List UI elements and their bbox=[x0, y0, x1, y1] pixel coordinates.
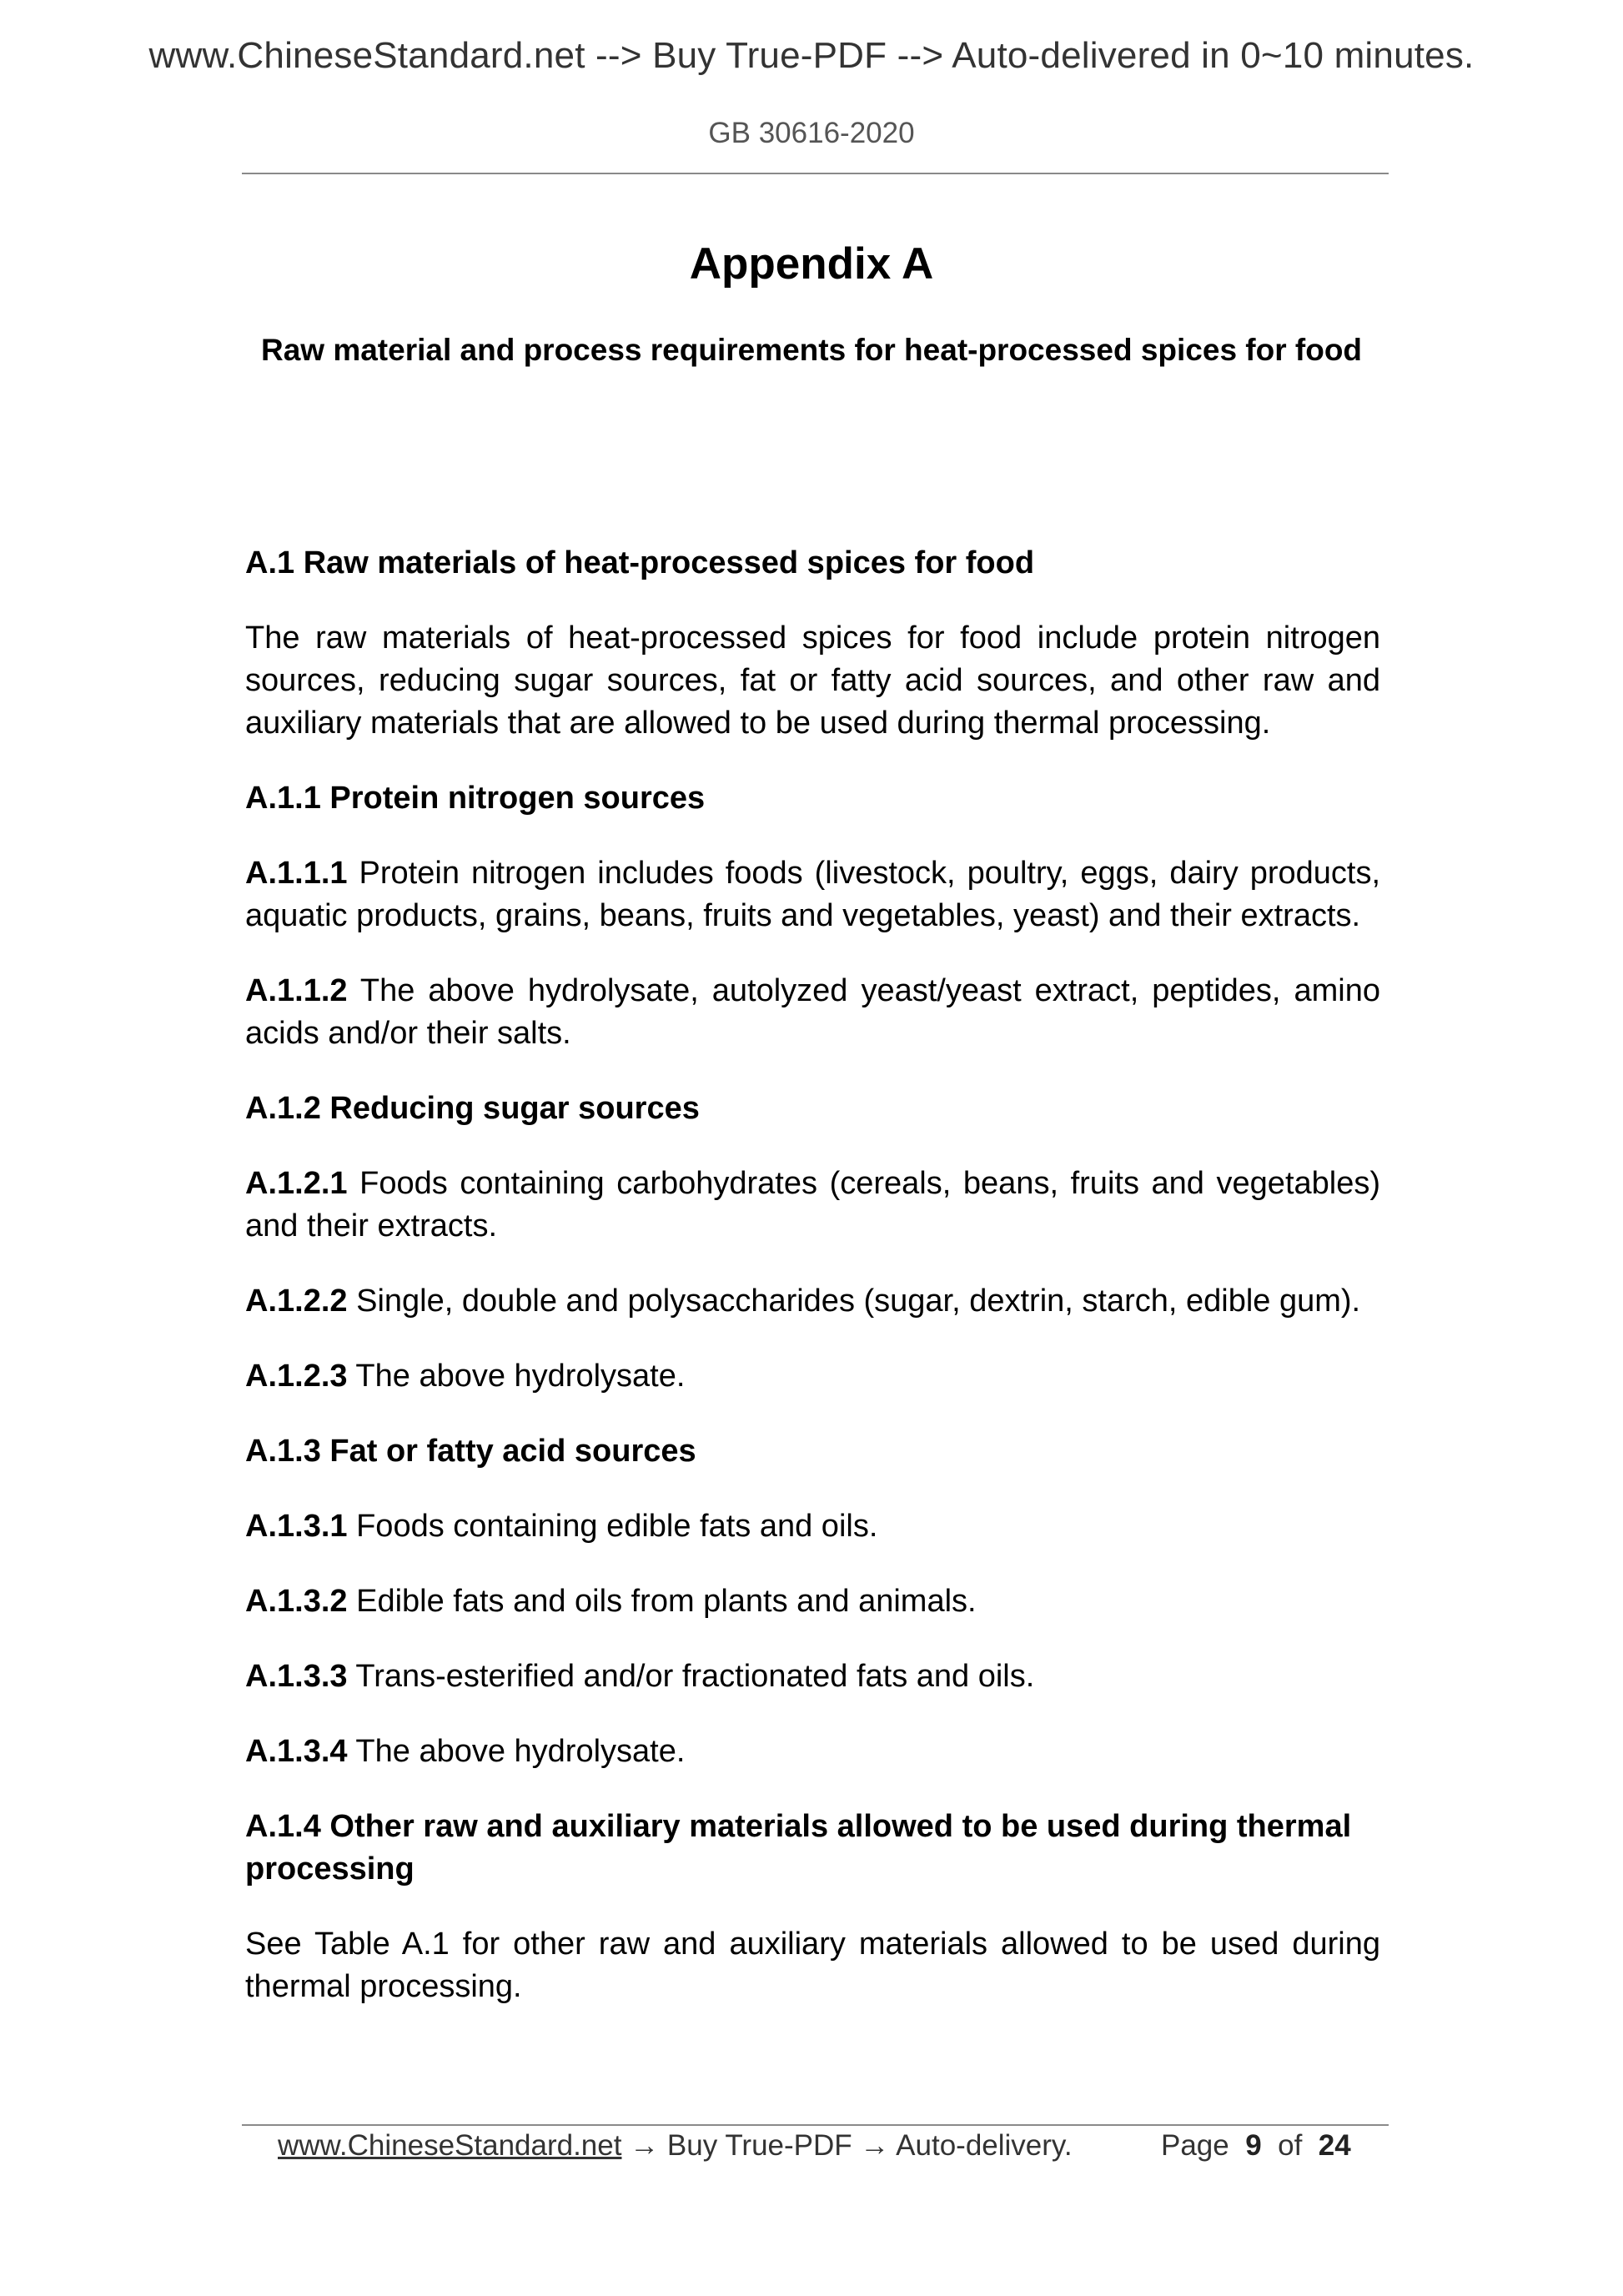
document-body bbox=[245, 542, 1380, 2008]
page-of: of bbox=[1278, 2129, 1303, 2162]
clause-a1-3-1 bbox=[245, 1505, 1380, 1548]
clause-a1-2-1 bbox=[245, 1163, 1380, 1248]
clause-a1-1-1 bbox=[245, 852, 1380, 937]
clause-number: A.1.2.2 bbox=[245, 1284, 348, 1319]
clause-text: Protein nitrogen includes foods (livestock, poultry, eggs, dairy products, aquatic products, grains, beans, fruits and vegetables, yeast) and their extracts. bbox=[245, 856, 1380, 933]
appendix-subtitle: Raw material and process requirements for heat-processed spices for food bbox=[260, 333, 1363, 367]
header-divider bbox=[242, 173, 1389, 174]
section-heading-a1-3: A.1.3 Fat or fatty acid sources bbox=[245, 1434, 696, 1469]
clause-a1-1-2 bbox=[245, 970, 1380, 1055]
page-label: Page bbox=[1161, 2129, 1229, 2162]
section-heading-a1-4: A.1.4 Other raw and auxiliary materials allowed to be used during thermal processing bbox=[245, 1809, 1352, 1887]
standard-code: GB 30616-2020 bbox=[708, 117, 915, 149]
clause-number: A.1.3.2 bbox=[245, 1584, 348, 1619]
clause-a1-3-2 bbox=[245, 1580, 1380, 1623]
clause-number: A.1.2.3 bbox=[245, 1359, 348, 1394]
clause-number: A.1.2.1 bbox=[245, 1166, 348, 1201]
clause-text: Edible fats and oils from plants and animals. bbox=[356, 1584, 977, 1619]
clause-a1-3-4 bbox=[245, 1731, 1380, 1773]
clause-text: Trans-esterified and/or fractionated fats and oils. bbox=[355, 1659, 1035, 1694]
clause-a1-2-2 bbox=[245, 1280, 1380, 1323]
page-indicator bbox=[1161, 2129, 1351, 2163]
clause-text: The above hydrolysate. bbox=[355, 1734, 686, 1769]
clause-number: A.1.3.1 bbox=[245, 1509, 348, 1544]
footer-delivery-text: → Buy True-PDF → Auto-delivery. bbox=[630, 2129, 1073, 2162]
top-banner: www.ChineseStandard.net --> Buy True-PDF --> Auto-delivered in 0~10 minutes. bbox=[148, 35, 1475, 76]
page-current: 9 bbox=[1245, 2129, 1262, 2162]
clause-text: The above hydrolysate. bbox=[355, 1359, 686, 1394]
clause-a1-2-3 bbox=[245, 1355, 1380, 1398]
clause-number: A.1.1.1 bbox=[245, 856, 348, 891]
section-text-a1-4: See Table A.1 for other raw and auxiliary materials allowed to be used during thermal processing. bbox=[245, 1927, 1380, 2004]
appendix-title: Appendix A bbox=[689, 239, 934, 289]
clause-text: The above hydrolysate, autolyzed yeast/yeast extract, peptides, amino acids and/or their salts. bbox=[245, 973, 1380, 1051]
clause-text: Foods containing carbohydrates (cereals, beans, fruits and vegetables) and their extracts. bbox=[245, 1166, 1380, 1243]
clause-text: Foods containing edible fats and oils. bbox=[356, 1509, 878, 1544]
clause-number: A.1.3.4 bbox=[245, 1734, 348, 1769]
clause-text: Single, double and polysaccharides (sugar, dextrin, starch, edible gum). bbox=[356, 1284, 1361, 1319]
footer-site-link[interactable]: www.ChineseStandard.net bbox=[278, 2129, 622, 2162]
section-heading-a1-1: A.1.1 Protein nitrogen sources bbox=[245, 781, 706, 816]
section-heading-a1-2: A.1.2 Reducing sugar sources bbox=[245, 1091, 700, 1126]
clause-number: A.1.3.3 bbox=[245, 1659, 348, 1694]
clause-number: A.1.1.2 bbox=[245, 973, 348, 1008]
section-heading-a1: A.1 Raw materials of heat-processed spices for food bbox=[245, 545, 1035, 580]
clause-a1-3-3 bbox=[245, 1655, 1380, 1698]
footer-divider bbox=[242, 2124, 1389, 2126]
page-total: 24 bbox=[1318, 2129, 1351, 2162]
section-text-a1: The raw materials of heat-processed spices for food include protein nitrogen sources, reducing sugar sources, fat or fatty acid sources, and other raw and auxiliary materials that are allowed to be used during thermal processing. bbox=[245, 620, 1380, 741]
page-footer bbox=[278, 2129, 1379, 2163]
